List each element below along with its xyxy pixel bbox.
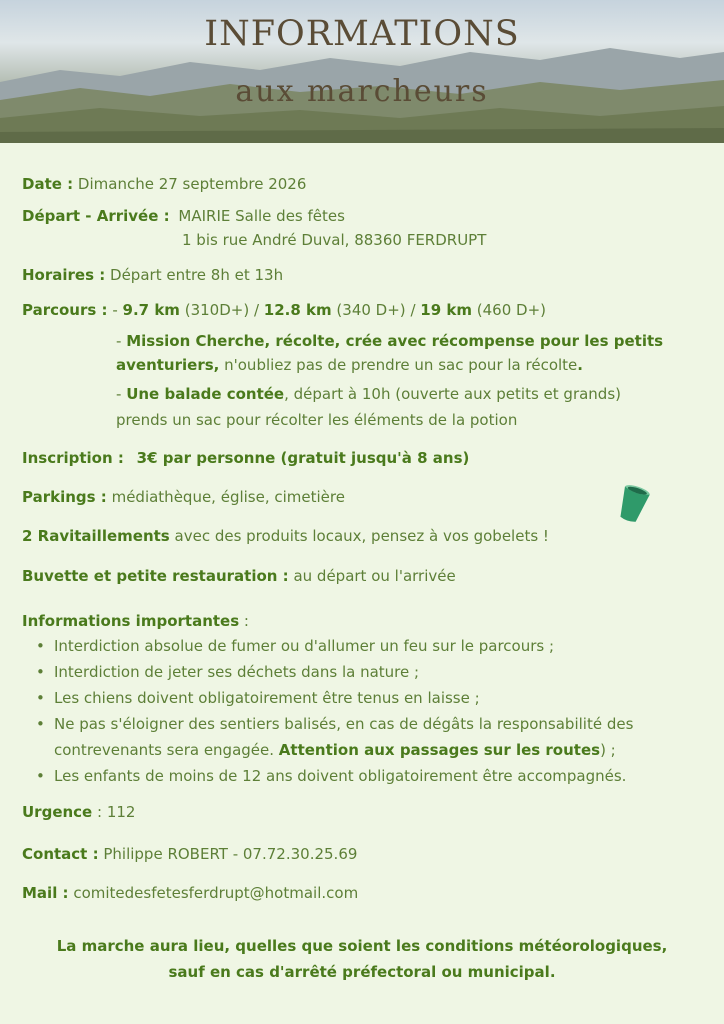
- horaires-row: [22, 263, 283, 287]
- balade-dash: -: [116, 385, 122, 403]
- parcours-2-km: 12.8 km: [263, 301, 332, 319]
- importantes-label: Informations importantes: [22, 612, 240, 630]
- rules-list: [32, 633, 722, 789]
- mail-label: Mail :: [22, 884, 69, 902]
- rule-4-text-1: Ne pas s'éloigner des sentiers balisés, en cas de dégâts la responsabilité des: [54, 715, 634, 733]
- footer-notice: [0, 933, 724, 985]
- parcours-label: Parcours :: [22, 301, 108, 319]
- parkings-value: médiathèque, église, cimetière: [111, 488, 345, 506]
- parcours-3-km: 19 km: [420, 301, 472, 319]
- parkings-row: [22, 485, 345, 509]
- ravitaillements-row: [22, 524, 549, 548]
- buvette-label: Buvette et petite restauration :: [22, 567, 289, 585]
- list-item: [32, 659, 722, 685]
- inscription-row: [22, 446, 469, 470]
- green-cup-icon: [615, 484, 651, 524]
- depart-address-row: [182, 228, 486, 252]
- depart-label: Départ - Arrivée :: [22, 207, 170, 225]
- rule-4-bold: Attention aux passages sur les routes: [278, 741, 601, 759]
- mission-rest: n'oubliez pas de prendre un sac pour la récolte: [224, 356, 578, 374]
- title-line-1: INFORMATIONS: [204, 14, 520, 54]
- rule-1-text: Interdiction absolue de fumer ou d'allumer un feu sur le parcours ;: [54, 637, 555, 655]
- inscription-label: Inscription :: [22, 449, 124, 467]
- rule-5-text: Les enfants de moins de 12 ans doivent obligatoirement être accompagnés.: [54, 767, 627, 785]
- balade-line-1: [116, 382, 621, 406]
- depart-row: [22, 204, 345, 228]
- parcours-1-km: 9.7 km: [122, 301, 180, 319]
- parkings-label: Parkings :: [22, 488, 107, 506]
- depart-line-1: MAIRIE Salle des fêtes: [178, 207, 345, 225]
- mail-value[interactable]: comitedesfetesferdrupt@hotmail.com: [73, 884, 359, 902]
- contact-label: Contact :: [22, 845, 99, 863]
- list-item: [32, 763, 722, 789]
- date-label: Date :: [22, 175, 74, 193]
- importantes-colon: :: [239, 612, 249, 630]
- mission-line-1: [116, 329, 663, 353]
- contact-value: Philippe ROBERT - 07.72.30.25.69: [103, 845, 358, 863]
- mission-line-2: [116, 353, 583, 377]
- importantes-row: [22, 609, 249, 633]
- balade-bold: Une balade contée: [126, 385, 285, 403]
- footer-line-2: sauf en cas d'arrêté préfectoral ou municipal.: [168, 963, 556, 981]
- list-item: [32, 633, 722, 659]
- rule-2-text: Interdiction de jeter ses déchets dans la nature ;: [54, 663, 420, 681]
- parcours-row: [22, 298, 546, 322]
- contact-row: [22, 842, 357, 866]
- inscription-value: 3€ par personne (gratuit jusqu'à 8 ans): [136, 449, 470, 467]
- mission-bold-1: Mission Cherche, récolte, crée avec récompense pour les petits: [126, 332, 664, 350]
- parcours-3-dplus: (460 D+): [476, 301, 546, 319]
- buvette-row: [22, 564, 456, 588]
- buvette-value: au départ ou l'arrivée: [293, 567, 456, 585]
- depart-line-2: 1 bis rue André Duval, 88360 FERDRUPT: [182, 231, 487, 249]
- parcours-sep-2: /: [410, 301, 416, 319]
- balade-line-2: [116, 408, 517, 432]
- mission-dash: -: [116, 332, 122, 350]
- header-banner: [0, 0, 724, 143]
- date-row: [22, 172, 306, 196]
- parcours-dash: -: [112, 301, 118, 319]
- mail-row: [22, 881, 358, 905]
- ravitaillements-value: avec des produits locaux, pensez à vos gobelets !: [174, 527, 549, 545]
- title-line-2: aux marcheurs: [235, 74, 489, 109]
- urgence-value: : 112: [92, 803, 136, 821]
- list-item: [32, 711, 722, 763]
- balade-rest-1: , départ à 10h (ouverte aux petits et grands): [284, 385, 621, 403]
- mission-bold-2: aventuriers,: [116, 356, 220, 374]
- mission-period: .: [577, 356, 583, 374]
- parcours-2-dplus: (340 D+): [336, 301, 406, 319]
- rule-4-text-3: ) ;: [600, 741, 616, 759]
- balade-rest-2: prends un sac pour récolter les éléments de la potion: [116, 411, 518, 429]
- horaires-label: Horaires :: [22, 266, 106, 284]
- list-item: [32, 685, 722, 711]
- date-value: Dimanche 27 septembre 2026: [77, 175, 307, 193]
- horaires-value: Départ entre 8h et 13h: [110, 266, 284, 284]
- ravitaillements-label: 2 Ravitaillements: [22, 527, 170, 545]
- urgence-row: [22, 800, 135, 824]
- rule-4-text-2: contrevenants sera engagée.: [54, 741, 279, 759]
- rule-3-text: Les chiens doivent obligatoirement être tenus en laisse ;: [54, 689, 480, 707]
- parcours-1-dplus: (310D+): [184, 301, 250, 319]
- parcours-sep-1: /: [253, 301, 260, 319]
- footer-line-1: La marche aura lieu, quelles que soient les conditions météorologiques,: [56, 937, 668, 955]
- urgence-label: Urgence: [22, 803, 93, 821]
